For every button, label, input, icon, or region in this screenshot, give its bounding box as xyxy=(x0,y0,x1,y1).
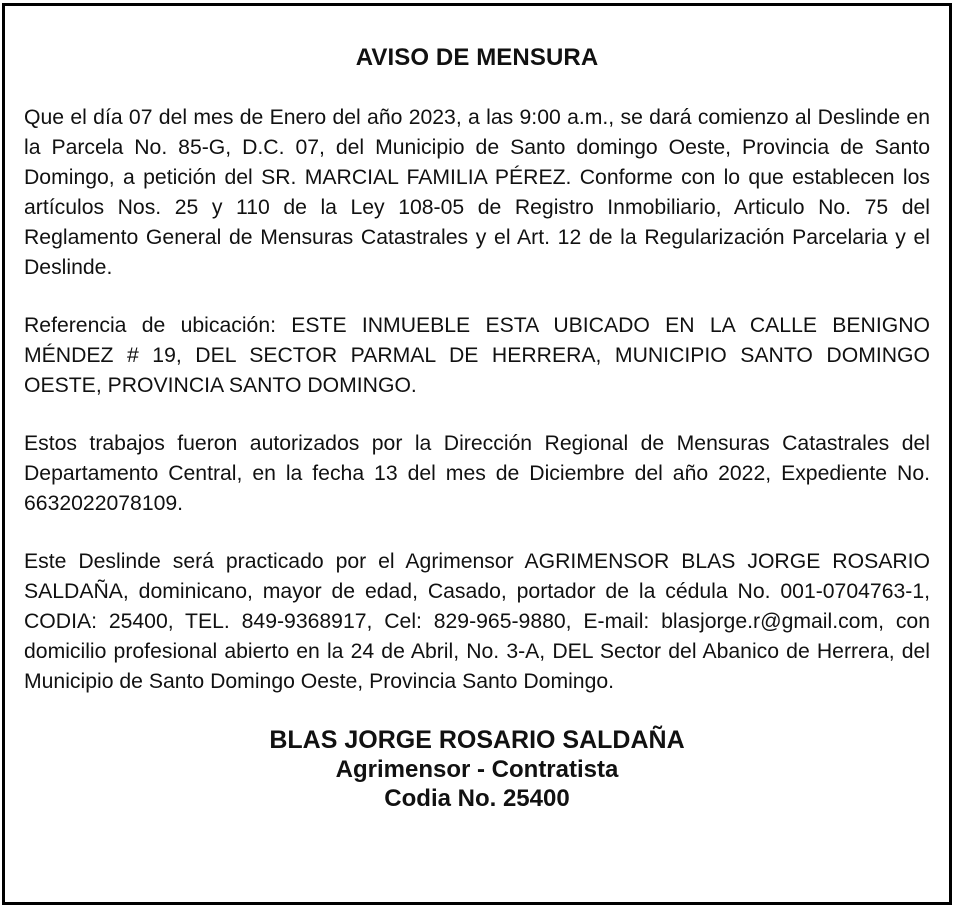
notice-border xyxy=(2,3,952,905)
signature-role: Agrimensor - Contratista xyxy=(335,756,619,783)
location-reference-paragraph: Referencia de ubicación: ESTE INMUEBLE ESTA UBICADO EN LA CALLE BENIGNO MÉNDEZ # 19, DEL SECTOR PARMAL DE HERRERA, MUNICIPIO SANTO DOMINGO OESTE, PROVINCIA SANTO DOMINGO. xyxy=(24,314,930,397)
survey-start-paragraph: Que el día 07 del mes de Enero del año 2023, a las 9:00 a.m., se dará comienzo al Deslinde en la Parcela No. 85-G, D.C. 07, del Municipio de Santo domingo Oeste, Provincia de Santo Domingo, a petición del SR. MARCIAL FAMILIA PÉREZ. Conforme con lo que establecen los artículos Nos. 25 y 110 de la Ley 108-05 de Registro Inmobiliario, Articulo No. 75 del Reglamento General de Mensuras Catastrales y el Art. 12 de la Regularización Parcelaria y el Deslinde. xyxy=(24,106,930,279)
notice-content xyxy=(24,42,930,813)
surveyor-details-paragraph: Este Deslinde será practicado por el Agrimensor AGRIMENSOR BLAS JORGE ROSARIO SALDAÑA, dominicano, mayor de edad, Casado, portador de la cédula No. 001-0704763-1, CODIA: 25400, TEL. 849-9368917, Cel: 829-965-9880, E-mail: blasjorge.r@gmail.com, con domicilio profesional abierto en la 24 de Abril, No. 3-A, DEL Sector del Abanico de Herrera, del Municipio de Santo Domingo Oeste, Provincia Santo Domingo. xyxy=(24,550,930,693)
authorization-paragraph: Estos trabajos fueron autorizados por la Dirección Regional de Mensuras Catastrales del Departamento Central, en la fecha 13 del mes de Diciembre del año 2022, Expediente No. 6632022078109. xyxy=(24,432,930,515)
notice-title: AVISO DE MENSURA xyxy=(355,44,599,71)
signature-block xyxy=(24,726,930,813)
signature-codia: Codia No. 25400 xyxy=(384,785,570,812)
signature-name: BLAS JORGE ROSARIO SALDAÑA xyxy=(269,726,685,754)
